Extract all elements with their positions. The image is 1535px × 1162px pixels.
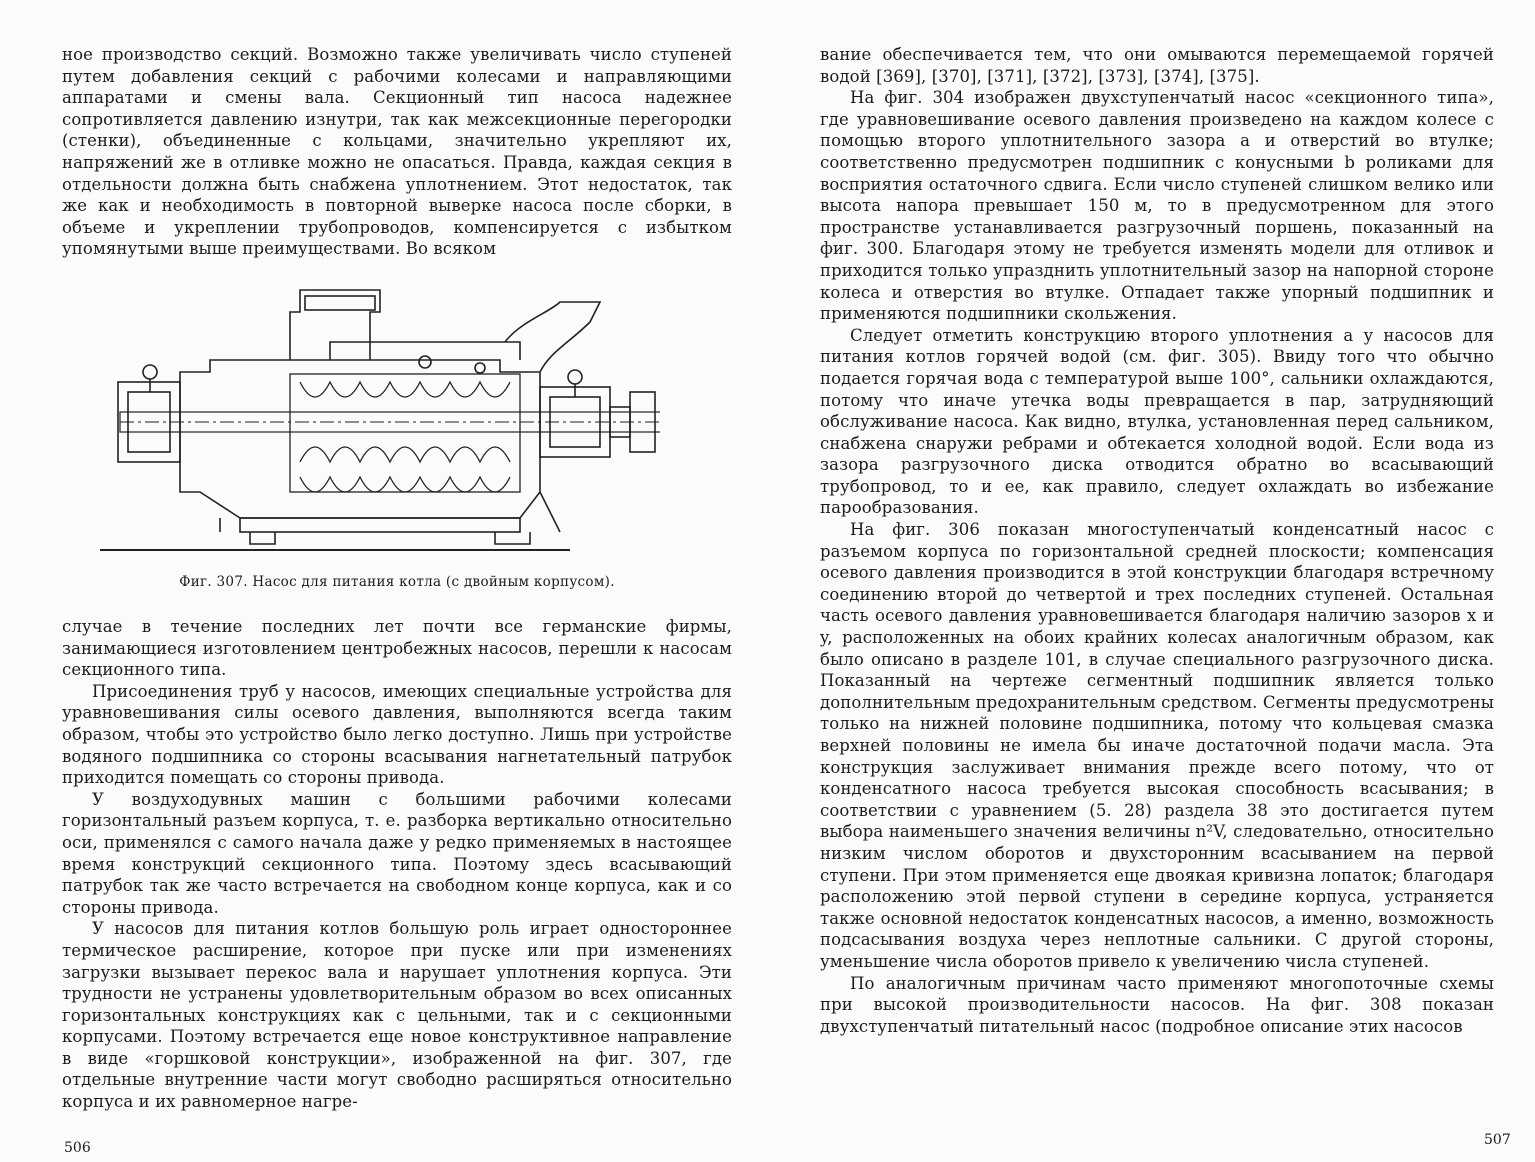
paragraph: ное производство секций. Возможно также увеличивать число ступеней путем добавления секций с рабочими колесами и направляющими аппаратами и смены вала. Секционный тип насоса надежнее сопротивляется давлению изнутри, так как межсекционные перегородки (стенки), объединенные с кольцами, значительно укрепляют их, напряжений же в отливке можно не опасаться. Правда, каждая секция в отдельности должна быть снабжена уплотнением. Этот недостаток, так же как и необходимость в повторной выверке насоса после сборки, в объеме и укреплении трубопроводов, компенсируется с избытком упомянутыми выше преимуществами. Во всяком <box>62 45 732 259</box>
left-bottom-text <box>62 616 732 1113</box>
paragraph: У насосов для питания котлов большую роль играет одностороннее термическое расширение, которое при пуске или при изменениях загрузки вызывает перекос вала и нарушает уплотнения корпуса. Эти трудности не устранены удовлетворительным образом во всех описанных горизонтальных конструкциях как с цельными, так и с секционными корпусами. Поэтому встречается еще новое конструктивное направление в виде «горшковой конструкции», изображенной на фиг. 307, где отдельные внутренние части могут свободно расширяться относительно корпуса и их равномерное нагре- <box>62 919 732 1112</box>
left-top-text <box>62 44 732 260</box>
paragraph: Следует отметить конструкцию второго уплотнения a у насосов для питания котлов горячей водой (см. фиг. 305). Ввиду того что обычно подается горячая вода с температурой выше 100°, сальники охлаждаются, потому что иначе утечка воды превращается в пар, затрудняющий обслуживание насоса. Как видно, втулка, установленная перед сальником, снабжена снаружи ребрами и обтекается холодной водой. Если вода из зазора разгрузочного диска отводится обратно во всасывающий трубопровод, то и ее, как правило, следует охлаждать во избежание парообразования. <box>820 325 1494 518</box>
pump-figure-307 <box>100 282 660 554</box>
figure-caption: Фиг. 307. Насос для питания котла (с двойным корпусом). <box>179 574 615 590</box>
paragraph: Присоединения труб у насосов, имеющих специальные устройства для уравновешивания силы осевого давления, выполняются всегда таким образом, чтобы это устройство было легко доступно. Лишь при устройстве водяного подшипника со стороны всасывания нагнетательный патрубок приходится помещать со стороны привода. <box>62 681 732 788</box>
paragraph: На фиг. 306 показан многоступенчатый конденсатный насос с разъемом корпуса по горизонтальной средней плоскости; компенсация осевого давления производится в этой конструкции благодаря встречному соединению второй до четвертой и трех последних ступеней. Остальная часть осевого давления уравновешивается благодаря наличию зазоров x и y, расположенных на обоих крайних колесах аналогичным образом, как было описано в разделе 101, в случае специального разгрузочного диска. Показанный на чертеже сегментный подшипник является только дополнительным предохранительным средством. Сегменты предусмотрены только на нижней половине подшипника, потому что кольцевая смазка верхней половины не имела бы иначе достаточной подачи масла. Эта конструкция заслуживает внимания прежде всего потому, что от конденсатного насоса требуется высокая способность всасывания; в соответствии с уравнением (5. 28) раздела 38 это достигается путем выбора наименьшего значения величины n²V, следовательно, относительно низким числом оборотов и двухсторонним всасыванием на первой ступени. При этом применяется еще двоякая кривизна лопаток; благодаря расположению этой первой ступени в середине корпуса, устраняется также основной недостаток конденсатных насосов, а именно, возможность подсасывания воздуха через неплотные сальники. С другой стороны, уменьшение числа оборотов привело к увеличению числа ступеней. <box>820 520 1494 971</box>
paragraph: вание обеспечивается тем, что они омываются перемещаемой горячей водой [369], [370], [371], [372], [373], [374], [375]. <box>820 45 1494 86</box>
page-number-left: 506 <box>64 1140 91 1156</box>
paragraph: У воздуходувных машин с большими рабочими колесами горизонтальный разъем корпуса, т. е. разборка вертикально относительно оси, применялся с самого начала даже у редко применяемых в настоящее время конструкций секционного типа. Поэтому здесь всасывающий патрубок так же часто встречается на свободном конце корпуса, как и со стороны привода. <box>62 789 732 917</box>
right-page <box>768 0 1535 1162</box>
paragraph: На фиг. 304 изображен двухступенчатый насос «секционного типа», где уравновешивание осевого давления произведено на каждом колесе с помощью второго уплотнительного зазора a и отверстий во втулке; соответственно предусмотрен подшипник с конусными b роликами для восприятия остаточного сдвига. Если число ступеней слишком велико или высота напора превышает 150 м, то в предусмотренном для этого пространстве устанавливается разгрузочный поршень, показанный на фиг. 300. Благодаря этому не требуется изменять модели для отливок и приходится только упразднить уплотнительный зазор на напорной стороне колеса и отверстия во втулке. Отпадает также упорный подшипник и применяются подшипники скольжения. <box>820 88 1494 324</box>
paragraph: По аналогичным причинам часто применяют многопоточные схемы при высокой производительности насосов. На фиг. 308 показан двухступенчатый питательный насос (подробное описание этих насосов <box>820 973 1494 1036</box>
right-text <box>820 44 1494 1037</box>
paragraph: случае в течение последних лет почти все германские фирмы, занимающиеся изготовлением центробежных насосов, перешли к насосам секционного типа. <box>62 617 732 680</box>
page-number-right: 507 <box>1484 1132 1511 1148</box>
